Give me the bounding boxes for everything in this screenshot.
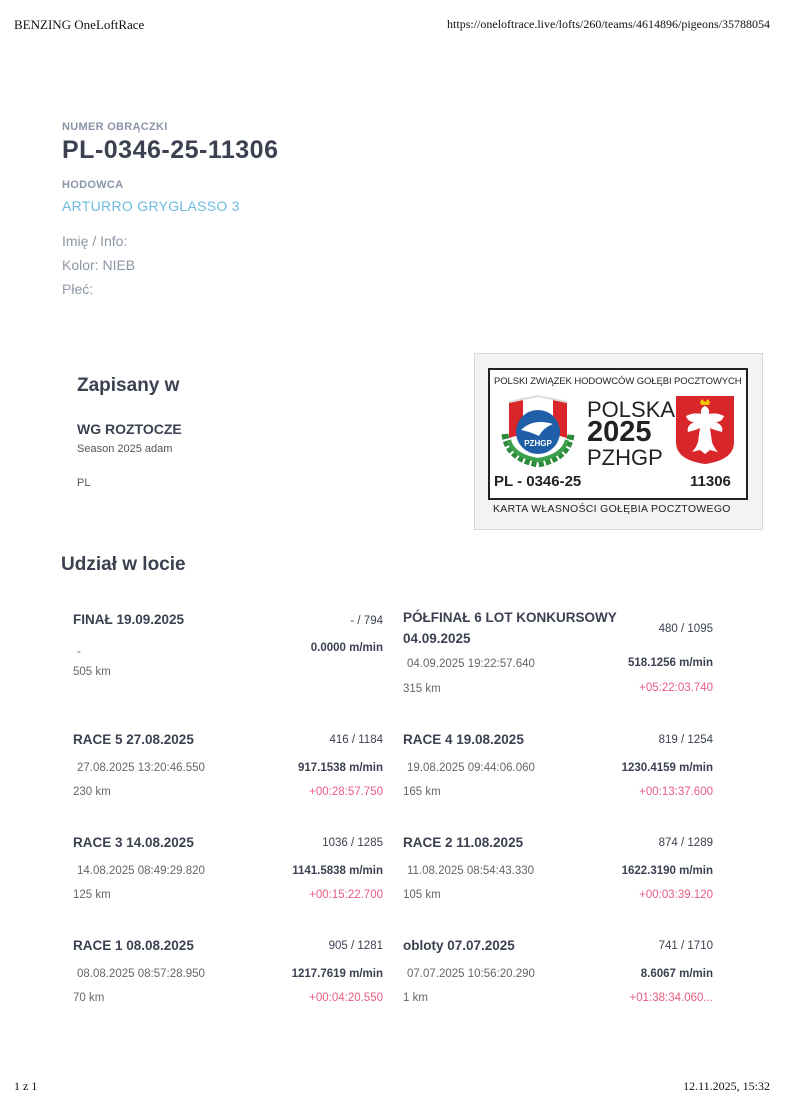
- race-entry: [403, 938, 713, 1038]
- race-speed: 8.6067 m/min: [640, 968, 713, 980]
- race-distance: 1 km: [403, 992, 428, 1004]
- race-place: - / 794: [350, 615, 383, 627]
- race-date: -: [77, 646, 81, 658]
- card-ring-prefix: PL - 0346-25: [494, 473, 582, 490]
- race-name: RACE 2 11.08.2025: [403, 835, 524, 850]
- registered-title: Zapisany w: [77, 375, 180, 396]
- race-speed: 1217.7619 m/min: [291, 968, 383, 980]
- race-entry: [403, 732, 713, 832]
- race-place: 905 / 1281: [328, 940, 383, 952]
- race-place: 416 / 1184: [329, 734, 383, 746]
- race-date: 07.07.2025 10:56:20.290: [407, 968, 535, 980]
- ring-number: PL-0346-25-11306: [62, 136, 279, 164]
- registered-country: PL: [77, 477, 91, 489]
- card-country: POLSKA: [587, 397, 676, 422]
- race-time-diff: +00:04:20.550: [309, 992, 383, 1004]
- race-name: FINAŁ 19.09.2025: [73, 612, 185, 627]
- registered-club: WG ROZTOCZE: [77, 421, 182, 437]
- race-date: 27.08.2025 13:20:46.550: [77, 762, 205, 774]
- race-date: 19.08.2025 09:44:06.060: [407, 762, 535, 774]
- race-distance: 315 km: [403, 683, 441, 695]
- race-time-diff: +00:03:39.120: [639, 889, 713, 901]
- race-entry: [73, 938, 383, 1038]
- breeder-link[interactable]: ARTURRO GRYGLASSO 3: [62, 198, 240, 214]
- sex-info: Płeć:: [62, 281, 94, 297]
- card-org: PZHGP: [587, 445, 663, 470]
- card-header: POLSKI ZWIĄZEK HODOWCÓW GOŁĘBI POCZTOWYCH: [494, 376, 742, 387]
- race-entry: [73, 732, 383, 832]
- print-footer-page: 1 z 1: [14, 1079, 38, 1093]
- print-header-title: BENZING OneLoftRace: [14, 17, 145, 32]
- race-date: 04.09.2025 19:22:57.640: [407, 658, 535, 670]
- race-time-diff: +00:28:57.750: [309, 786, 383, 798]
- card-ring-suffix: 11306: [690, 473, 731, 490]
- race-entry: [403, 607, 713, 707]
- race-name: obloty 07.07.2025: [403, 938, 515, 953]
- race-name: RACE 4 19.08.2025: [403, 732, 524, 747]
- race-distance: 125 km: [73, 889, 111, 901]
- race-distance: 105 km: [403, 889, 441, 901]
- polish-eagle-emblem-icon: [674, 394, 736, 466]
- race-time-diff: +00:15:22.700: [309, 889, 383, 901]
- breeder-label: HODOWCA: [62, 179, 124, 191]
- registered-season: Season 2025 adam: [77, 443, 173, 455]
- race-speed: 917.1538 m/min: [297, 762, 383, 774]
- race-distance: 505 km: [73, 666, 111, 678]
- race-entry: [73, 835, 383, 935]
- race-time-diff: +01:38:34.060...: [629, 992, 713, 1004]
- race-place: 819 / 1254: [658, 734, 713, 746]
- race-name: PÓŁFINAŁ 6 LOT KONKURSOWY 04.09.2025: [403, 610, 617, 646]
- pzhgp-logo-icon: [499, 394, 577, 470]
- race-date: 14.08.2025 08:49:29.820: [77, 865, 205, 877]
- race-speed: 518.1256 m/min: [627, 657, 713, 669]
- card-footer: KARTA WŁASNOŚCI GOŁĘBIA POCZTOWEGO: [493, 503, 731, 515]
- race-entry: [403, 835, 713, 935]
- race-place: 480 / 1095: [658, 623, 713, 635]
- print-header-url: https://oneloftrace.live/lofts/260/teams/4614896/pigeons/35788054: [447, 17, 770, 31]
- race-speed: 1141.5838 m/min: [292, 865, 383, 877]
- race-distance: 70 km: [73, 992, 105, 1004]
- ring-number-label: NUMER OBRĄCZKI: [62, 121, 168, 133]
- races-title: Udział w locie: [61, 554, 186, 575]
- name-info: Imię / Info:: [62, 233, 128, 249]
- color-info: Kolor: NIEB: [62, 257, 136, 273]
- race-date: 11.08.2025 08:54:43.330: [407, 865, 535, 877]
- race-speed: 0.0000 m/min: [310, 642, 383, 654]
- badge-text: PZHGP: [524, 439, 552, 448]
- race-time-diff: +05:22:03.740: [639, 682, 713, 694]
- race-speed: 1230.4159 m/min: [621, 762, 713, 774]
- race-place: 741 / 1710: [658, 940, 713, 952]
- race-name: RACE 3 14.08.2025: [73, 835, 194, 850]
- print-footer-datetime: 12.11.2025, 15:32: [683, 1079, 770, 1093]
- race-place: 1036 / 1285: [322, 837, 383, 849]
- card-year: 2025: [587, 416, 652, 448]
- race-name: RACE 1 08.08.2025: [73, 938, 194, 953]
- race-time-diff: +00:13:37.600: [639, 786, 713, 798]
- race-date: 08.08.2025 08:57:28.950: [77, 968, 205, 980]
- race-distance: 165 km: [403, 786, 441, 798]
- race-name: RACE 5 27.08.2025: [73, 732, 194, 747]
- race-speed: 1622.3190 m/min: [621, 865, 713, 877]
- race-distance: 230 km: [73, 786, 111, 798]
- race-entry: [73, 612, 383, 712]
- race-place: 874 / 1289: [658, 837, 713, 849]
